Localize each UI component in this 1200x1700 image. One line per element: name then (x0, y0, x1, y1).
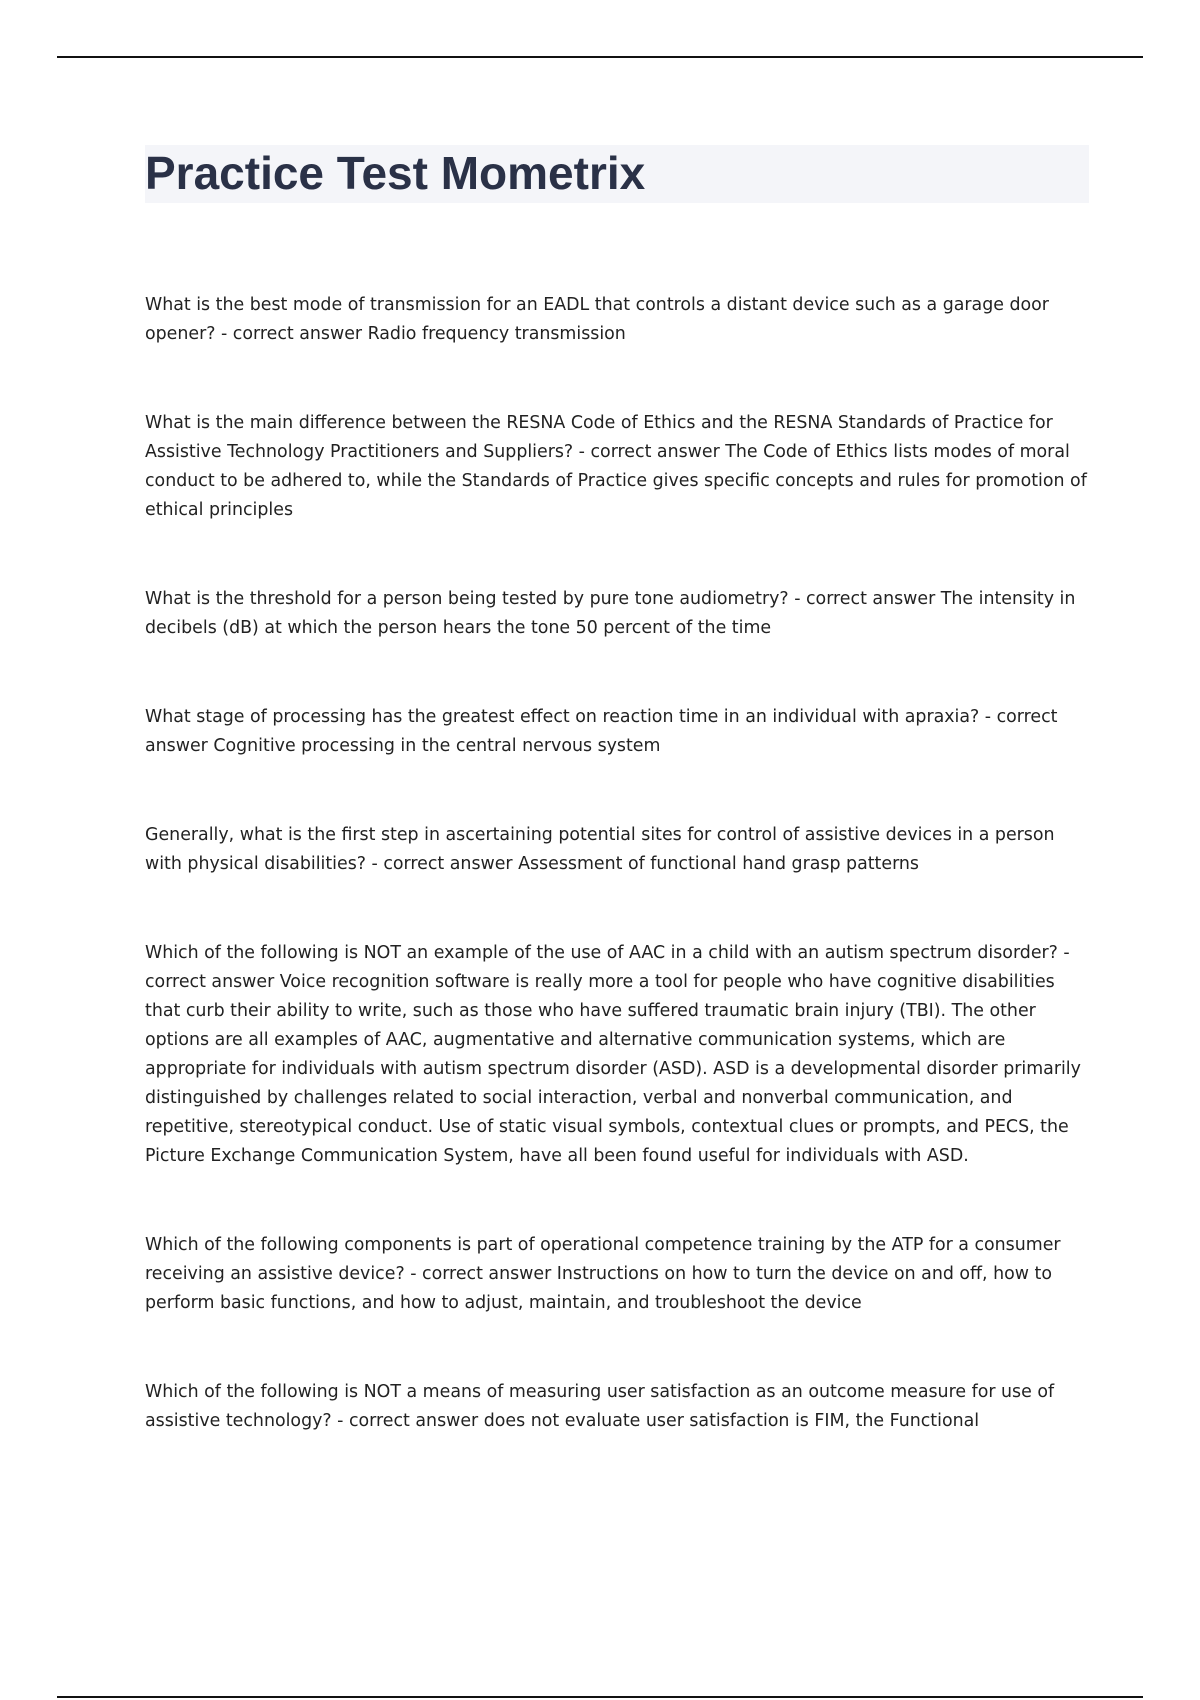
page-bottom-rule (57, 1696, 1143, 1698)
qa-item: Which of the following is NOT an example of the use of AAC in a child with an autism spectrum disorder? - correct answer Voice recognition software is really more a tool for people who have cognitive disabilities that curb their ability to write, such as those who have suffered traumatic brain injury (TBI). The other options are all examples of AAC, augmentative and alternative communication systems, which are appropriate for individuals with autism spectrum disorder (ASD). ASD is a developmental disorder primarily distinguished by challenges related to social interaction, verbal and nonverbal communication, and repetitive, stereotypical conduct. Use of static visual symbols, contextual clues or prompts, and PECS, the Picture Exchange Communication System, have all been found useful for individuals with ASD. (145, 943, 1081, 1166)
qa-item: What is the threshold for a person being tested by pure tone audiometry? - correct answer The intensity in decibels (dB) at which the person hears the tone 50 percent of the time (145, 589, 1076, 638)
page-title: Practice Test Mometrix (145, 147, 646, 199)
qa-item: What is the main difference between the RESNA Code of Ethics and the RESNA Standards of Practice for Assistive Technology Practitioners and Suppliers? - correct answer The Code of Ethics lists modes of moral conduct to be adhered to, while the Standards of Practice gives specific concepts and rules for promotion of ethical principles (145, 413, 1087, 520)
page-top-rule (57, 56, 1143, 58)
qa-item: What stage of processing has the greatest effect on reaction time in an individual with apraxia? - correct answer Cognitive processing in the central nervous system (145, 707, 1058, 756)
qa-item: What is the best mode of transmission for an EADL that controls a distant device such as a garage door opener? - correct answer Radio frequency transmission (145, 295, 1049, 344)
qa-list (145, 291, 1090, 1496)
qa-item: Which of the following components is part of operational competence training by the ATP for a consumer receiving an assistive device? - correct answer Instructions on how to turn the device on and off, how to perform basic functions, and how to adjust, maintain, and troubleshoot the device (145, 1235, 1061, 1313)
qa-item: Which of the following is NOT a means of measuring user satisfaction as an outcome measure for use of assistive technology? - correct answer does not evaluate user satisfaction is FIM, the Functional (145, 1382, 1055, 1431)
qa-item: Generally, what is the first step in ascertaining potential sites for control of assistive devices in a person with physical disabilities? - correct answer Assessment of functional hand grasp patterns (145, 825, 1055, 874)
